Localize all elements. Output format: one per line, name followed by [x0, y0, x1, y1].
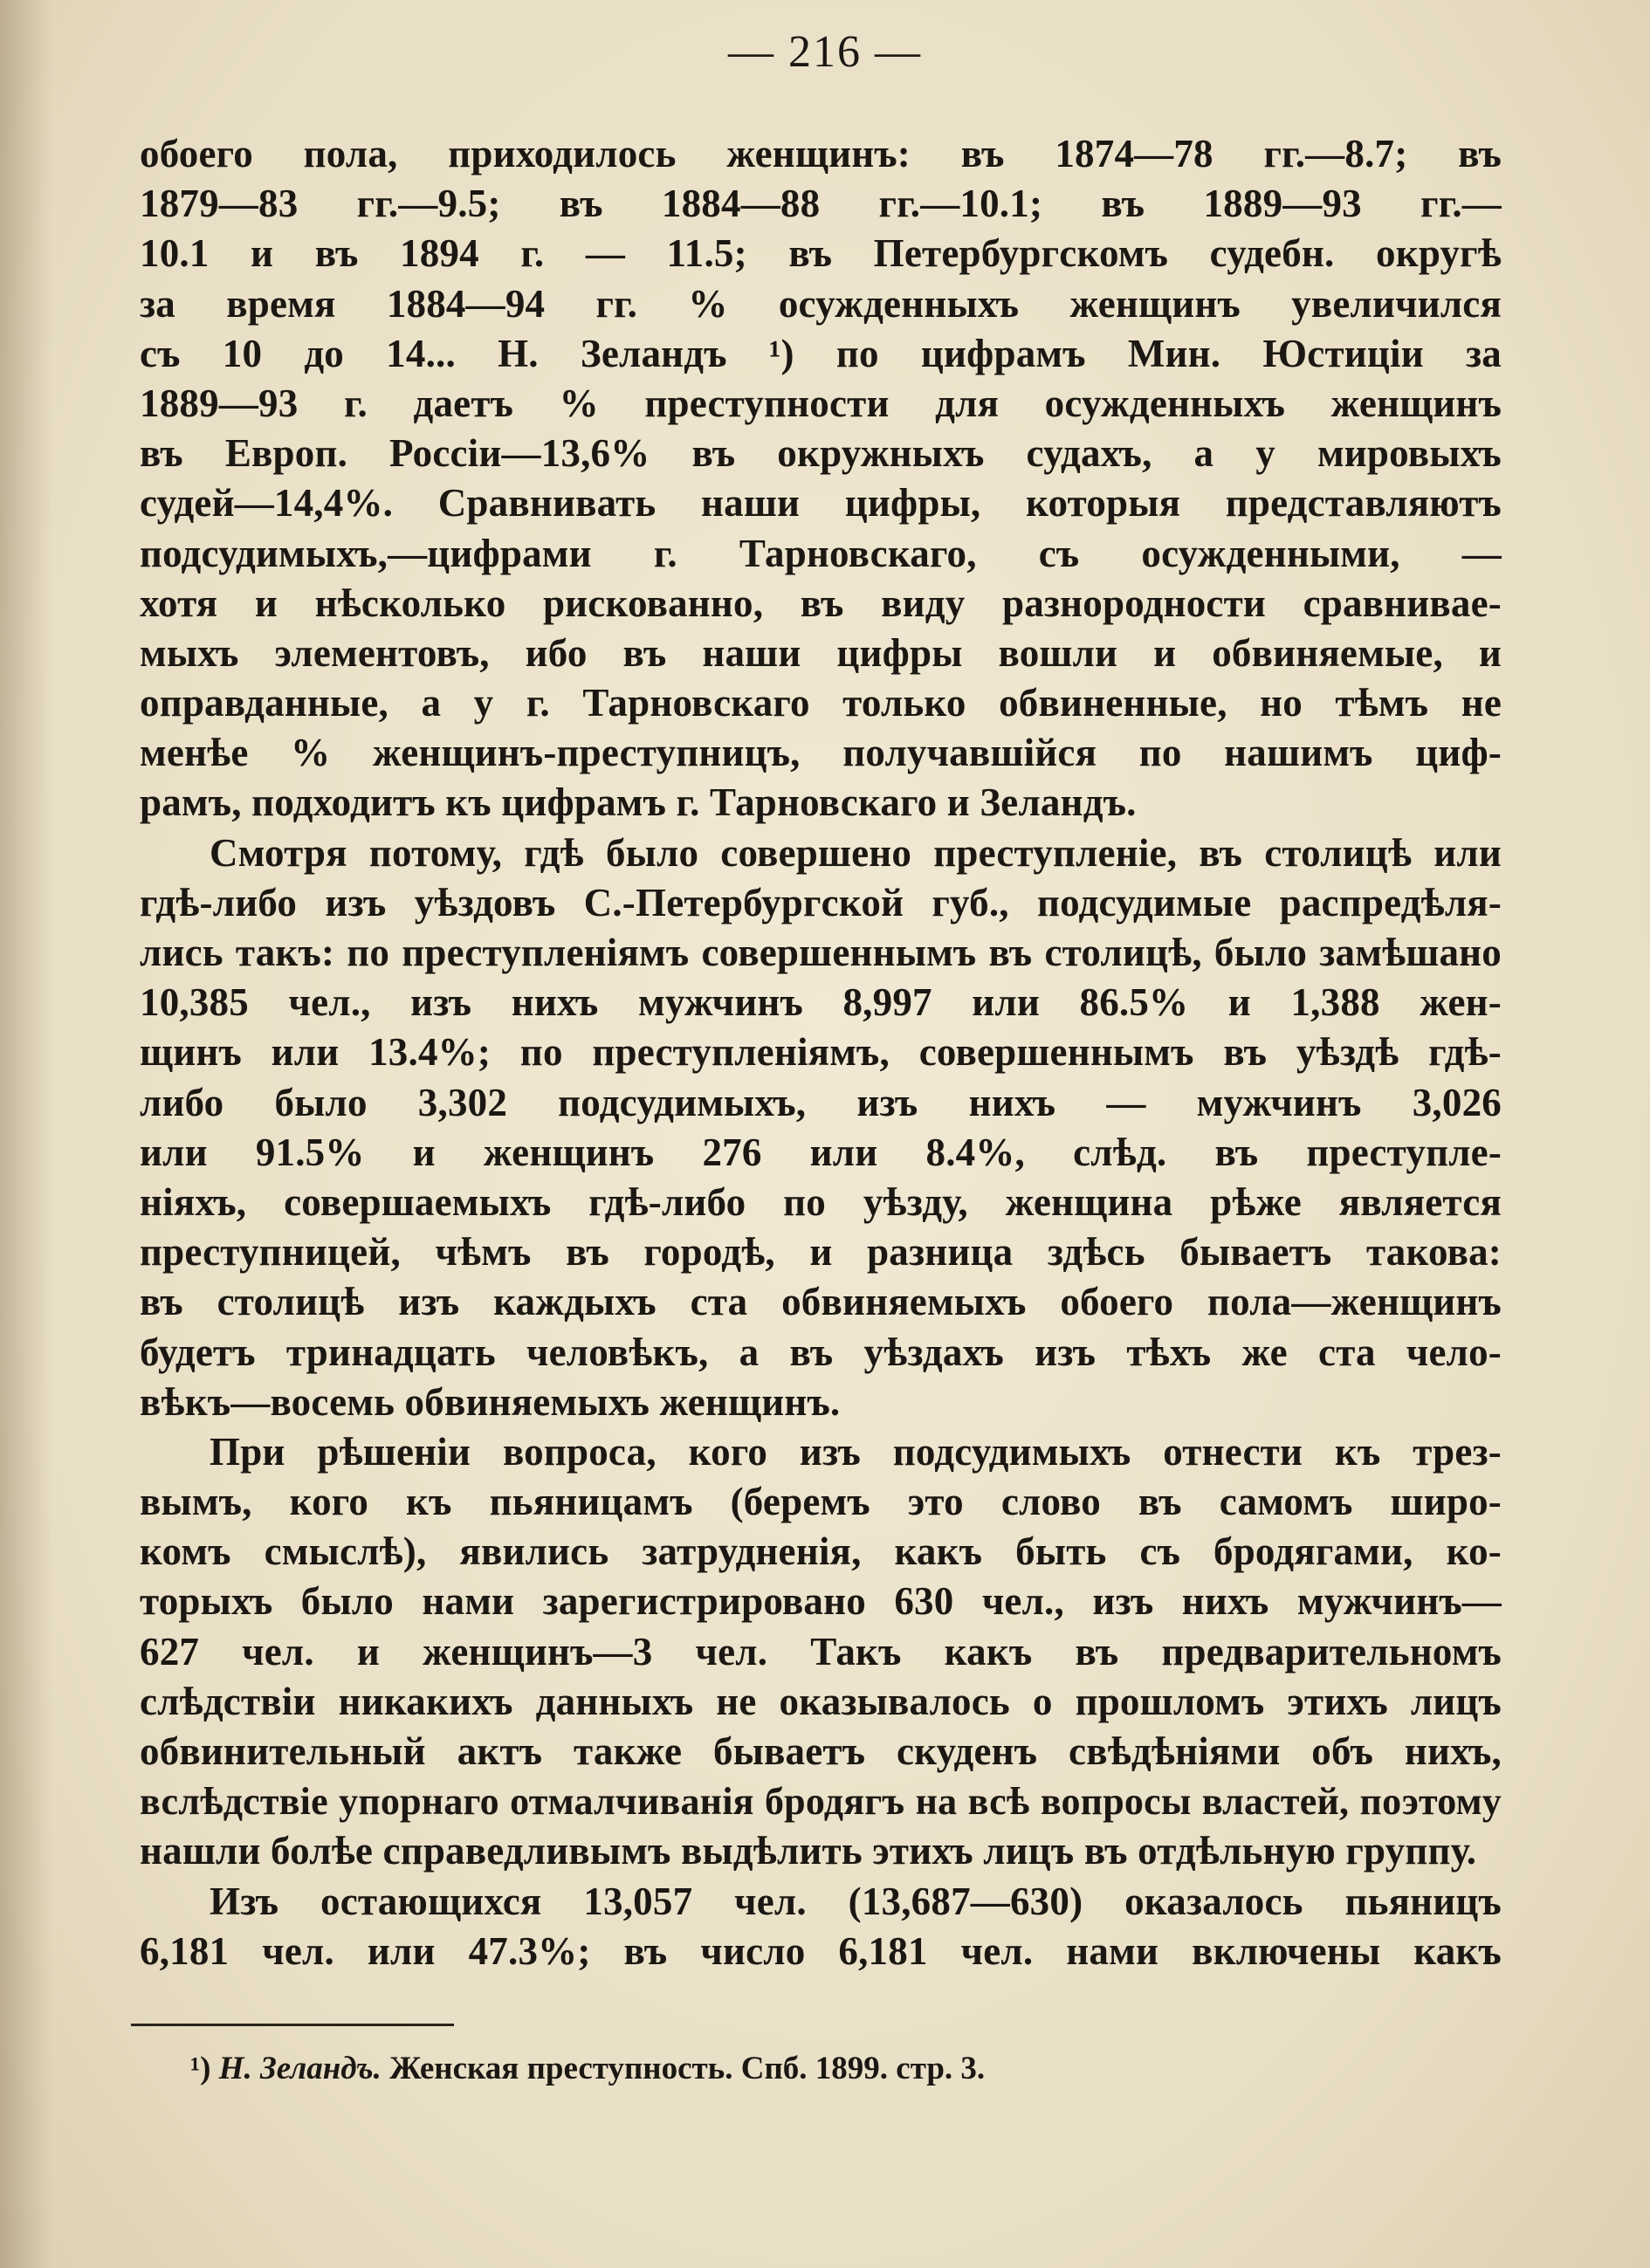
text-line: съ 10 до 14... Н. Зеландъ ¹) по цифрамъ Мин. Юстиціи за — [140, 331, 1502, 375]
text-line: ніяхъ, совершаемыхъ гдѣ-либо по уѣзду, женщина рѣже является — [140, 1179, 1502, 1224]
footnote — [190, 2050, 1413, 2087]
text-line: подсудимыхъ,—цифрами г. Тарновскаго, съ осужденными, — — [140, 531, 1502, 575]
text-line: оправданные, а у г. Тарновскаго только обвиненные, но тѣмъ не — [140, 681, 1502, 725]
text-line: 10.1 и въ 1894 г. — 11.5; въ Петербургскомъ судебн. округѣ — [140, 231, 1502, 276]
text-line: будетъ тринадцать человѣкъ, а въ уѣздахъ изъ тѣхъ же ста чело- — [140, 1330, 1502, 1374]
text-line: вслѣдствіе упорнаго отмалчиванія бродягъ на всѣ вопросы властей, поэтому — [140, 1780, 1502, 1824]
footnote-author: Н. Зеландъ. — [218, 2051, 382, 2086]
text-line: торыхъ было нами зарегистрировано 630 чел., изъ нихъ мужчинъ— — [140, 1579, 1502, 1624]
text-line: или 91.5% и женщинъ 276 или 8.4%, слѣд. въ преступле- — [140, 1130, 1502, 1174]
text-line: комъ смыслѣ), явились затрудненія, какъ быть съ бродягами, ко- — [140, 1529, 1502, 1574]
footnote-text: Женская преступность. Спб. 1899. стр. 3. — [389, 2051, 986, 2086]
page-number: — 216 — — [728, 27, 922, 77]
text-line: вѣкъ—восемь обвиняемыхъ женщинъ. — [140, 1379, 841, 1424]
text-line: 627 чел. и женщинъ—3 чел. Такъ какъ въ предварительномъ — [140, 1629, 1502, 1674]
text-line: щинъ или 13.4%; по преступленіямъ, совершеннымъ въ уѣздѣ гдѣ- — [140, 1030, 1502, 1075]
text-line: 10,385 чел., изъ нихъ мужчинъ 8,997 или 86.5% и 1,388 жен- — [140, 980, 1502, 1025]
text-line: рамъ, подходитъ къ цифрамъ г. Тарновскаго и Зеландъ. — [140, 780, 1137, 825]
text-line: въ столицѣ изъ каждыхъ ста обвиняемыхъ обоего пола—женщинъ — [140, 1280, 1502, 1324]
text-line: обоего пола, приходилось женщинъ: въ 1874—78 гг.—8.7; въ — [140, 132, 1502, 175]
text-line: При рѣшеніи вопроса, кого изъ подсудимыхъ отнести къ трез- — [210, 1429, 1502, 1474]
text-line: въ Европ. Россіи—13,6% въ окружныхъ судахъ, а у мировыхъ — [140, 431, 1502, 476]
text-line: мыхъ элементовъ, ибо въ наши цифры вошли и обвиняемые, и — [140, 630, 1502, 675]
text-line: либо было 3,302 подсудимыхъ, изъ нихъ — мужчинъ 3,026 — [140, 1080, 1502, 1124]
text-line: слѣдствіи никакихъ данныхъ не оказывалось о прошломъ этихъ лицъ — [140, 1679, 1502, 1723]
text-line: 1879—83 гг.—9.5; въ 1884—88 гг.—10.1; въ 1889—93 гг.— — [140, 182, 1502, 226]
text-line: нашли болѣе справедливымъ выдѣлить этихъ лицъ въ отдѣльную группу. — [140, 1829, 1477, 1873]
text-line: гдѣ-либо изъ уѣздовъ С.-Петербургской губ., подсудимые распредѣля- — [140, 880, 1502, 924]
text-line: хотя и нѣсколько рискованно, въ виду разнородности сравнивае- — [140, 581, 1502, 625]
text-line: Изъ остающихся 13,057 чел. (13,687—630) оказалось пьяницъ — [210, 1879, 1502, 1923]
text-line: обвинительный актъ также бываетъ скуденъ свѣдѣніями объ нихъ, — [140, 1729, 1502, 1773]
text-line: преступницей, чѣмъ въ городѣ, и разница здѣсь бываетъ такова: — [140, 1230, 1502, 1275]
text-line: 6,181 чел. или 47.3%; въ число 6,181 чел. нами включены какъ — [140, 1928, 1502, 1973]
text-line: менѣе % женщинъ-преступницъ, получавшійся по нашимъ циф- — [140, 731, 1502, 775]
footnote-marker: ¹) — [190, 2051, 211, 2086]
text-line: 1889—93 г. даетъ % преступности для осужденныхъ женщинъ — [140, 381, 1502, 425]
text-line: лись такъ: по преступленіямъ совершеннымъ въ столицѣ, было замѣшано — [140, 931, 1502, 974]
body-text — [140, 129, 1502, 1976]
spine-shadow — [0, 0, 52, 2268]
text-line: Смотря потому, гдѣ было совершено преступленіе, въ столицѣ или — [210, 830, 1502, 875]
text-line: вымъ, кого къ пьяницамъ (беремъ это слово въ самомъ широ- — [140, 1480, 1502, 1524]
footnote-divider — [131, 2024, 454, 2026]
text-line: судей—14,4%. Сравнивать наши цифры, которыя представляютъ — [140, 481, 1502, 526]
text-line: за время 1884—94 гг. % осужденныхъ женщинъ увеличился — [140, 281, 1502, 326]
